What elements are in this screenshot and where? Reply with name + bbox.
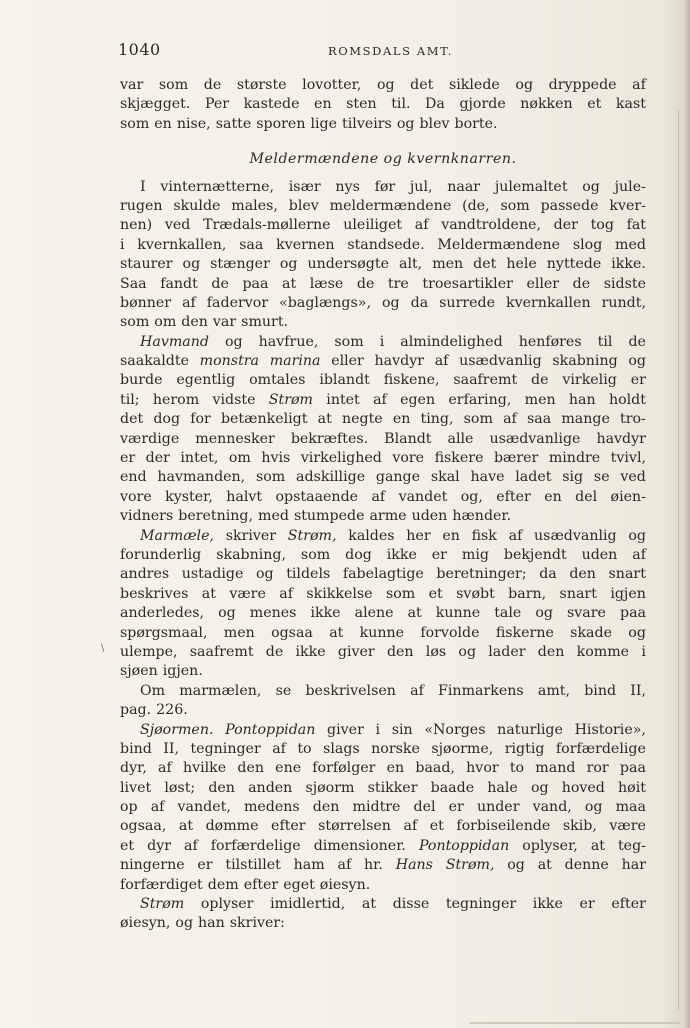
text-line: var som de største lovotter, og det siklede og dryppede af [120,77,646,93]
text-line: andres ustadige og tildels fabelagtige beretninger; da den snart [120,566,646,583]
text-line: skjægget. Per kastede en sten til. Da gjorde nøkken et kast [120,96,646,113]
spacer [120,170,646,178]
text-line: pag. 226. [120,702,188,719]
text-line: op af vandet, medens den midtre del er under vand, og maa [120,799,646,816]
text-line: vidners beretning, med stumpede arme uden hænder. [120,508,512,525]
text-line: rugen skulde males, blev meldermændene (de, som passede kver- [120,197,646,214]
text-line: Strøm oplyser imidlertid, at disse tegninger ikke er efter [140,896,646,913]
text-line: bind II, tegninger af to slags norske sjøorme, rigtig forfærdelige [120,740,646,757]
text-line: Marmæle, skriver Strøm, kaldes her en fisk af usædvanlig og [140,527,646,544]
text-line: ulempe, saafremt de ikke giver den løs og lader den komme i [120,643,646,660]
section-heading: Meldermændene og kvernknarren. [249,151,517,168]
text-line: som om den var smurt. [120,314,289,331]
margin-mark: \ [101,643,105,654]
text-line: til; herom vidste Strøm intet af egen erfaring, men han holdt [120,391,646,408]
text-line: sjøen igjen. [120,663,203,680]
text-line: bønner af fadervor «baglængs», og da surrede kvernkallen rundt, [120,294,646,311]
text-line: livet løst; den anden sjøorm stikker baade hale og hoved høit [120,779,646,796]
spacer [120,134,646,150]
text-line: er der intet, om hvis virkelighed vore fiskere bærer mindre tvivl, [120,450,646,467]
text-line: vore kyster, halvt opstaaende af vandet og, efter en del øien- [120,488,646,505]
page-header [118,40,648,60]
text-line: forfærdiget dem efter eget øiesyn. [120,876,371,893]
text-line: anderledes, og menes ikke alene at kunne tale og svare paa [120,605,646,622]
text-line: nen) ved Trædals-møllerne uleiliget af vandtroldene, der tog fat [120,217,646,234]
text-line: det dog for betænkeligt at negte en ting, som af saa mange tro- [120,411,646,428]
text-line: dyr, af hvilke den ene forfølger en baad, hvor to mand ror paa [120,760,646,777]
text-line: staurer og stænger og undersøgte alt, men det hele nyttede ikke. [120,256,646,273]
text-line: ogsaa, at dømme efter størrelsen af et forbiseilende skib, være [120,818,646,835]
text-line: forunderlig skabning, som dog ikke er mig bekjendt uden af [120,546,646,563]
text-line: som en nise, satte sporen lige tilveirs og blev borte. [120,115,498,132]
page-body [120,76,646,934]
page-edge-line [678,110,679,1010]
text-line: Havmand og havfrue, som i almindelighed henføres til de [140,333,646,350]
bottom-rule [470,1022,680,1024]
text-line: Sjøormen. Pontoppidan giver i sin «Norges naturlige Historie», [140,721,646,738]
text-line: I vinternætterne, især nys før jul, naar julemaltet og jule- [140,178,646,195]
text-line: Om marmælen, se beskrivelsen af Finmarkens amt, bind II, [140,682,646,699]
running-title: ROMSDALS AMT. [328,44,453,58]
text-line: Saa fandt de paa at læse de tre troesartikler eller de sidste [120,275,646,292]
text-line: saakaldte monstra marina eller havdyr af usædvanlig skabning og [120,353,646,370]
text-line: i kvernkallen, saa kvernen standsede. Meldermændene slog med [120,236,646,253]
text-line: end havmanden, som adskillige gange skal have ladet sig se ved [120,469,646,486]
text-line: burde egentlig omtales iblandt fiskene, saafremt de virkelig er [120,372,646,389]
page-edge [682,0,690,1028]
page-number: 1040 [118,40,161,59]
text-line: beskrives at være af skikkelse som et svøbt barn, snart igjen [120,585,646,602]
text-line: øiesyn, og han skriver: [120,915,285,932]
text-line: ningerne er tilstillet ham af hr. Hans Strøm, og at denne har [120,857,646,874]
text-line: værdige mennesker bekræftes. Blandt alle usædvanlige havdyr [120,430,646,447]
text-line: spørgsmaal, men ogsaa at kunne forvolde fiskerne skade og [120,624,646,641]
text-line: et dyr af forfærdelige dimensioner. Pontoppidan oplyser, at teg- [120,837,646,854]
